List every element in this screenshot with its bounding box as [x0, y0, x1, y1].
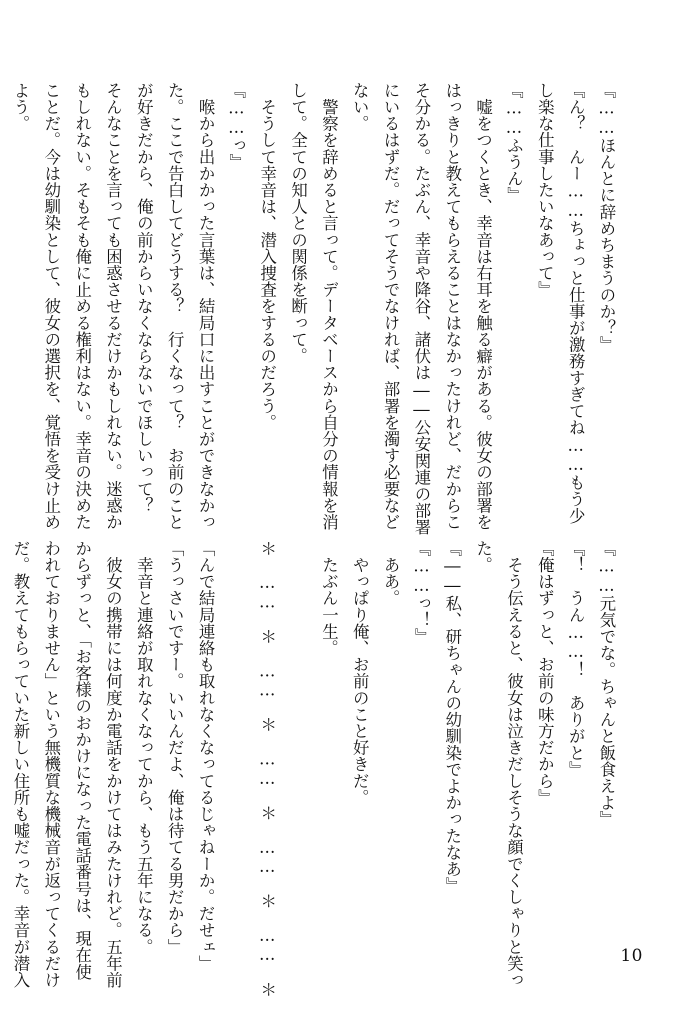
text-line: 「んで結局連絡も取れなくなってるじゃねーか。だせェ」	[196, 540, 216, 972]
text-line: 『……ほんとに辞めちまうのか？』	[597, 82, 616, 353]
lower-text-block	[0, 540, 621, 1005]
text-line: そ分かる。たぶん、幸音や降谷、諸伏は――公安関連の部署	[411, 82, 431, 536]
text-line: たぶん一生。	[319, 540, 339, 657]
text-line: そんなことを言っても困惑させるだけかもしれない。迷惑か	[103, 82, 123, 531]
text-line: 嘘をつくとき、幸音は右耳を触る癖がある。彼女の部署を	[473, 82, 493, 531]
text-line: 「うっさいですー。いいんだよ、俺は待てる男だから」	[165, 540, 185, 955]
text-line: ああ。	[381, 540, 401, 607]
text-line	[220, 540, 251, 1005]
text-line: にいるはずだ。だってそうでなければ、部署を濁す必要など	[381, 82, 401, 531]
text-line: からずっと、「お客様のおかけになった電話番号は、現在使	[72, 540, 92, 980]
text-line: 『俺はずっと、お前の味方だから』	[535, 540, 555, 806]
text-line	[282, 540, 313, 1005]
text-line: ＊ …… ＊ …… ＊ …… ＊ …… ＊ …… ＊	[257, 540, 277, 998]
text-line	[0, 82, 4, 535]
text-line: 警察を辞めると言って。データベースから自分の情報を消	[319, 82, 339, 531]
text-line: 彼女の携帯には何度か電話をかけてはみたけれど。五年前	[103, 540, 123, 989]
text-line: た。ここで告白してどうする？ 行くなって？ お前のこと	[165, 82, 185, 531]
text-line: だ。教えてもらっていた新しい住所も嘘だった。幸音が潜入	[10, 540, 30, 989]
text-line: そう伝えると、彼女は泣きだしそうな顔でくしゃりと笑っ	[504, 540, 524, 989]
text-line: やっぱり俺、お前のこと好きだ。	[350, 540, 370, 806]
text-line: われておりません」という無機質な機械音が返ってくるだけ	[41, 540, 61, 989]
text-line: し楽な仕事したいなあって』	[535, 82, 555, 298]
text-line: 『……っ！』	[411, 540, 431, 645]
text-line: 『……ふうん』	[504, 82, 524, 204]
text-line: 『……っ』	[226, 82, 246, 171]
text-line: 『……元気でな。ちゃんと飯食えよ』	[597, 540, 616, 828]
text-line: 『！ うん……！ ありがと』	[566, 540, 586, 778]
text-line: 喉から出かかった言葉は、結局口に出すことができなかっ	[196, 82, 216, 531]
text-line	[0, 540, 4, 1005]
page-number: 10	[620, 946, 643, 966]
text-line: ない。	[350, 82, 370, 132]
text-line: ことだ。今は幼馴染として、彼女の選択を、覚悟を受け止め	[41, 82, 61, 531]
text-line: そうして幸音は、潜入捜査をするのだろう。	[257, 82, 277, 431]
text-line: して。全ての知人との関係を断って。	[288, 82, 308, 365]
text-line: が好きだから、俺の前からいなくならないでほしいって？	[134, 82, 154, 514]
text-line: よう。	[10, 82, 30, 132]
text-line: た。	[473, 540, 493, 574]
upper-text-block	[0, 82, 621, 535]
text-line: 幸音と連絡が取れなくなってから、もう五年になる。	[134, 540, 154, 955]
text-line: はっきりと教えてもらえることはなかったけれど、だからこ	[442, 82, 462, 531]
text-line: もしれない。そもそも俺に止める権利はない。幸音の決めた	[72, 82, 92, 531]
text-line: 『ん？ んー……ちょっと仕事が激務すぎてね……もう少	[566, 82, 586, 524]
text-line: 『――私、研ちゃんの幼馴染でよかったなあ』	[442, 540, 462, 894]
